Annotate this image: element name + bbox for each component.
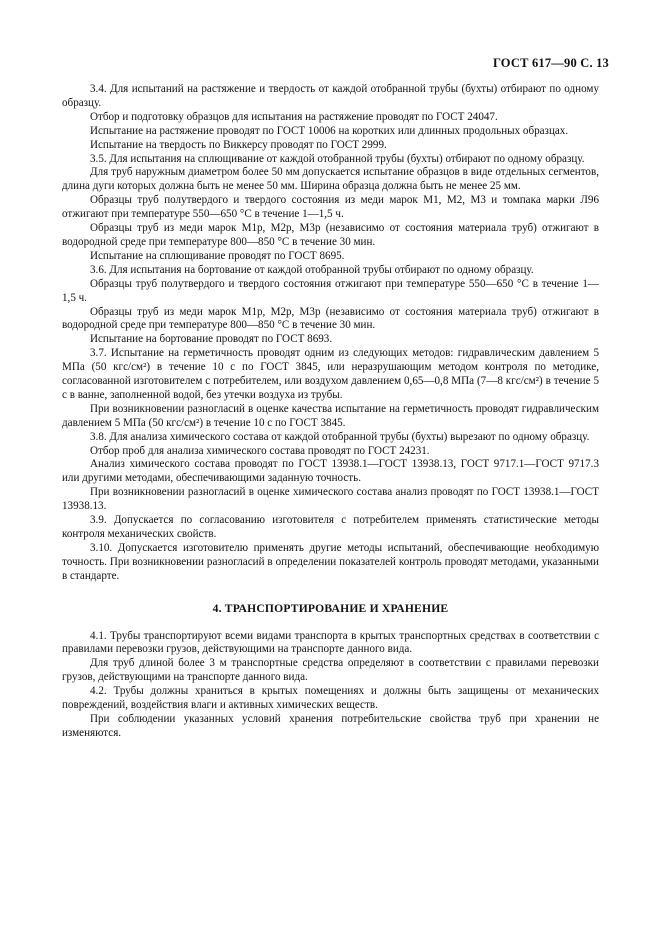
paragraph: Испытание на твердость по Виккерсу проводят по ГОСТ 2999. bbox=[90, 138, 387, 151]
paragraph: Образцы труб полутвердого и твердого состояния отжигают при температуре 550—650 °С в течение 1—1,5 ч. bbox=[62, 277, 599, 304]
paragraph: Образцы труб из меди марок М1р, М2р, М3р (независимо от состояния материала труб) отжигают в водородной среде при температуре 800—850 °С в течение 30 мин. bbox=[62, 305, 599, 332]
paragraph: При соблюдении указанных условий хранения потребительские свойства труб при хранении не изменяются. bbox=[62, 712, 599, 739]
paragraph: Для труб наружным диаметром более 50 мм допускается испытание образцов в виде отдельных сегментов, длина дуги которых должна быть не менее 50 мм. Ширина образца должна быть не менее 25 мм. bbox=[62, 166, 599, 193]
paragraph: Для труб длиной более 3 м транспортные средства определяют в соответствии с правилами перевозки грузов, действующими на транспорте данного вида. bbox=[62, 657, 599, 684]
paragraph: Образцы труб полутвердого и твердого состояния из меди марок М1, М2, М3 и томпака марки Л96 отжигают при температуре 550—650 °С в течение 1—1,5 ч. bbox=[62, 194, 599, 221]
paragraph: Анализ химического состава проводят по ГОСТ 13938.1—ГОСТ 13938.13, ГОСТ 9717.1—ГОСТ 9717.3 или другими методами, обеспечивающими заданную точность. bbox=[62, 458, 599, 485]
section-3-body bbox=[62, 83, 599, 584]
paragraph: При возникновении разногласий в оценке химического состава анализ проводят по ГОСТ 13938.1—ГОСТ 13938.13. bbox=[62, 486, 599, 513]
paragraph: Испытание на бортование проводят по ГОСТ 8693. bbox=[90, 333, 333, 346]
paragraph: Отбор проб для анализа химического состава проводят по ГОСТ 24231. bbox=[90, 444, 430, 457]
section-4-body bbox=[62, 630, 599, 741]
paragraph: При возникновении разногласий в оценке качества испытание на герметичность проводят гидравлическим давлением 5 МПа (50 кгс/см²) в течение 10 с по ГОСТ 3845. bbox=[62, 402, 599, 429]
paragraph: 4.2. Трубы должны храниться в крытых помещениях и должны быть защищены от механических повреждений, воздействия влаги и активных химических веществ. bbox=[62, 685, 599, 712]
paragraph: 3.7. Испытание на герметичность проводят одним из следующих методов: гидравлическим давлением 5 МПа (50 кгс/см²) в течение 10 с по ГОСТ 3845, или неразрушающим методом контроля по методике, согласованной изготовителем с потребителем, или воздухом давлением 0,65—0,8 МПа (7—8 кгс/см²) в течение 5 с в ванне, заполненной водой, без утечки воздуха из трубы. bbox=[62, 347, 599, 401]
paragraph: 3.8. Для анализа химического состава от каждой отобранной трубы (бухты) вырезают по одному образцу. bbox=[90, 430, 590, 443]
paragraph: Отбор и подготовку образцов для испытания на растяжение проводят по ГОСТ 24047. bbox=[90, 110, 498, 123]
document-body bbox=[62, 83, 599, 741]
paragraph: Испытание на сплющивание проводят по ГОСТ 8695. bbox=[90, 249, 345, 262]
paragraph: 3.9. Допускается по согласованию изготовителя с потребителем применять статистические методы контроля механических свойств. bbox=[62, 514, 599, 540]
paragraph: 3.6. Для испытания на бортование от каждой отобранной трубы отбирают по одному образцу. bbox=[90, 263, 534, 276]
section-heading: 4. ТРАНСПОРТИРОВАНИЕ И ХРАНЕНИЕ bbox=[212, 601, 449, 615]
paragraph: 3.5. Для испытания на сплющивание от каждой отобранной трубы (бухты) отбирают по одному образцу. bbox=[90, 152, 585, 165]
paragraph: 3.4. Для испытаний на растяжение и твердость от каждой отобранной трубы (бухты) отбирают по одному образцу. bbox=[62, 83, 599, 109]
paragraph: Испытание на растяжение проводят по ГОСТ 10006 на коротких или длинных продольных образцах. bbox=[90, 124, 569, 137]
paragraph: 4.1. Трубы транспортируют всеми видами транспорта в крытых транспортных средствах в соответствии с правилами перевозки грузов, действующими на транспорте данного вида. bbox=[62, 629, 599, 656]
paragraph: Образцы труб из меди марок М1р, М2р, М3р (независимо от состояния материала труб) отжигают в водородной среде при температуре 800—850 °С в течение 30 мин. bbox=[62, 222, 599, 248]
running-header: ГОСТ 617—90 С. 13 bbox=[492, 56, 609, 70]
paragraph: 3.10. Допускается изготовителю применять другие методы испытаний, обеспечивающие необходимую точность. При возникновении разногласий в определении показателей контроль проводят методами, указанными в стандарте. bbox=[62, 541, 599, 582]
